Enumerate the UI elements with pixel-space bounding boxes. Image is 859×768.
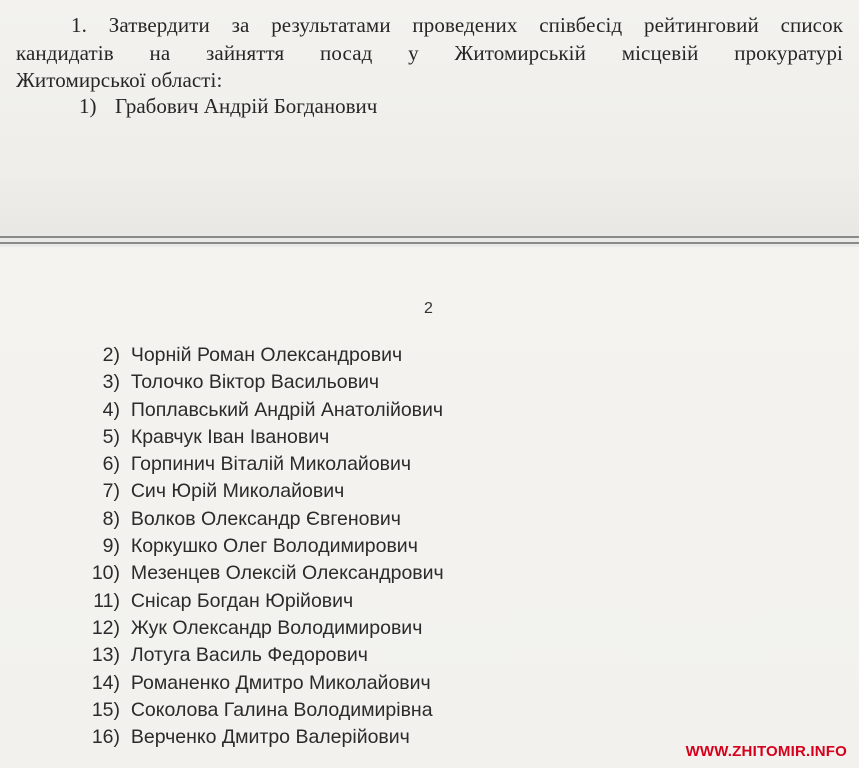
candidate-row (74, 478, 444, 505)
candidate-number: 8) (102, 507, 120, 530)
candidate-name: Снісар Богдан Юрійович (130, 589, 354, 612)
first-candidate-name: Грабович Андрій Богданович (115, 94, 378, 118)
candidate-row (74, 560, 444, 587)
candidate-row (74, 670, 444, 697)
candidate-number: 5) (102, 425, 120, 448)
site-watermark: WWW.ZHITOMIR.INFO (685, 743, 847, 760)
candidate-number: 9) (102, 535, 120, 558)
candidate-number: 2) (102, 344, 120, 366)
candidate-name: Волков Олександр Євгенович (130, 507, 401, 530)
candidate-name: Верченко Дмитро Валерійович (130, 726, 410, 749)
candidate-row (74, 369, 444, 396)
candidate-row (74, 424, 444, 451)
candidate-number: 11) (93, 589, 120, 612)
candidate-number: 6) (102, 453, 120, 476)
candidate-name: Сич Юрій Миколайович (130, 480, 345, 503)
separator-line-bottom (0, 242, 859, 244)
candidate-name: Мезенцев Олексій Олександрович (130, 562, 444, 585)
paragraph-line-1: 1. Затвердити за результатами проведених співбесід рейтинговий список (71, 13, 843, 37)
candidate-row (74, 397, 444, 424)
candidate-row (74, 588, 444, 615)
candidate-name: Коркушко Олег Володимирович (130, 535, 418, 558)
candidate-number: 13) (91, 644, 120, 667)
candidate-name: Романенко Дмитро Миколайович (130, 671, 431, 694)
candidate-name: Толочко Віктор Васильович (130, 371, 380, 394)
candidate-number: 7) (102, 480, 120, 503)
candidate-row (74, 642, 444, 669)
candidate-name: Чорній Роман Олександрович (130, 344, 403, 366)
candidate-name: Лотуга Василь Федорович (130, 644, 368, 667)
candidate-row (74, 342, 444, 369)
candidate-row (74, 724, 444, 751)
candidate-number: 4) (102, 398, 120, 421)
candidate-row (74, 533, 444, 560)
candidate-name: Кравчук Іван Іванович (130, 425, 330, 448)
resolution-paragraph (16, 12, 843, 95)
paragraph-line-3: Житомирської області: (16, 68, 223, 92)
candidate-list (74, 342, 444, 751)
separator-line-top (0, 236, 859, 238)
first-candidate-number: 1) (79, 94, 97, 118)
candidate-number: 15) (91, 698, 120, 721)
page-separator (0, 233, 859, 247)
candidate-name: Соколова Галина Володимирівна (130, 698, 433, 721)
candidate-number: 3) (102, 371, 120, 394)
candidate-name: Жук Олександр Володимирович (130, 616, 423, 639)
candidate-row (74, 697, 444, 724)
candidate-number: 14) (91, 671, 120, 694)
first-candidate (79, 92, 377, 120)
candidate-number: 12) (91, 616, 120, 639)
candidate-row (74, 615, 444, 642)
candidate-number: 16) (91, 726, 120, 749)
candidate-row (74, 451, 444, 478)
candidate-name: Горпинич Віталій Миколайович (130, 453, 412, 476)
candidate-name: Поплавський Андрій Анатолійович (130, 398, 444, 421)
paragraph-line-2: кандидатів на зайняття посад у Житомирській місцевій прокуратурі (16, 40, 843, 65)
candidate-row (74, 506, 444, 533)
candidate-number: 10) (91, 562, 120, 585)
page-number: 2 (424, 300, 433, 317)
